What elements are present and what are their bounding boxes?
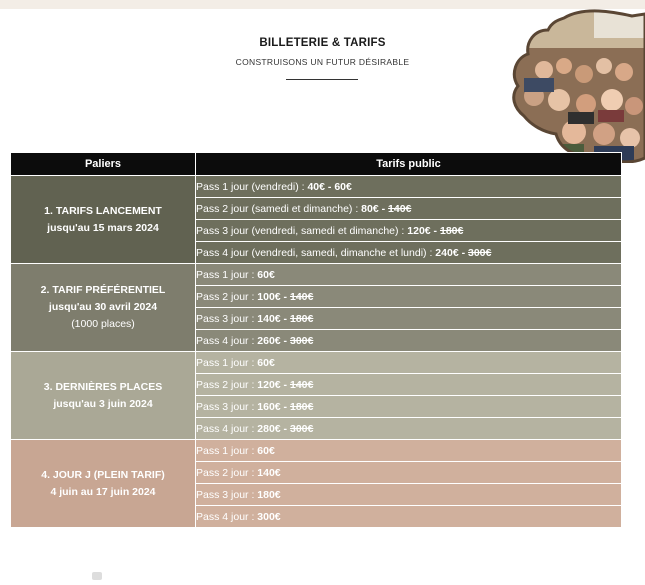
table-row (11, 440, 622, 462)
old-price: 140€ (289, 378, 314, 391)
footer-icon (92, 572, 102, 580)
tier-name: 3. DERNIÈRES PLACES (43, 380, 163, 393)
pass-price-cell (196, 220, 622, 242)
pass-label: Pass 1 jour : (196, 444, 258, 457)
tier-dates: jusqu'au 30 avril 2024 (48, 301, 158, 313)
pass-price: 60€ (257, 268, 275, 281)
pass-price: 160€ (257, 400, 281, 413)
festival-crowd-photo (504, 8, 645, 163)
pass-price-cell (196, 242, 622, 264)
price-separator: - (325, 180, 335, 193)
table-row (11, 176, 622, 198)
pass-label: Pass 3 jour (vendredi, samedi et dimanche) : (196, 224, 408, 237)
table-header-row (11, 153, 622, 176)
old-price: 140€ (289, 290, 314, 303)
old-price: 60€ (334, 180, 352, 193)
table-row (11, 264, 622, 286)
pass-price: 100€ (257, 290, 281, 303)
pass-price: 240€ (435, 246, 459, 259)
table-row (11, 352, 622, 374)
price-separator: - (378, 202, 389, 215)
page-subtitle: CONSTRUISONS UN FUTUR DÉSIRABLE (235, 57, 410, 67)
pass-label: Pass 1 jour : (196, 356, 258, 369)
price-separator: - (280, 422, 290, 435)
pass-label: Pass 2 jour : (196, 290, 258, 303)
pass-price-cell (196, 462, 622, 484)
price-separator: - (280, 400, 290, 413)
tier-name: 4. JOUR J (PLEIN TARIF) (41, 468, 165, 481)
pass-price-cell (196, 286, 622, 308)
old-price: 300€ (468, 246, 492, 259)
price-separator: - (280, 312, 290, 325)
price-separator: - (458, 246, 468, 259)
pass-price-cell (196, 198, 622, 220)
tier-note: (1000 places) (71, 318, 135, 330)
pass-price: 60€ (257, 444, 275, 457)
pass-price-cell (196, 506, 622, 528)
column-header-prices: Tarifs public (196, 153, 622, 176)
tier-name: 1. TARIFS LANCEMENT (44, 204, 162, 217)
pass-price: 280€ (257, 422, 281, 435)
pass-price: 80€ (361, 202, 379, 215)
old-price: 140€ (388, 202, 412, 215)
price-separator: - (280, 378, 290, 391)
pass-price: 260€ (257, 334, 281, 347)
pass-price-cell (196, 374, 622, 396)
tier-cell (11, 440, 196, 528)
pass-price: 120€ (407, 224, 431, 237)
price-separator: - (280, 334, 290, 347)
pass-label: Pass 2 jour : (196, 378, 258, 391)
tier-name: 2. TARIF PRÉFÉRENTIEL (40, 284, 166, 296)
pass-price-cell (196, 440, 622, 462)
price-separator: - (430, 224, 440, 237)
pass-price: 60€ (257, 356, 275, 369)
pass-price-cell (196, 352, 622, 374)
pass-price: 180€ (257, 488, 281, 501)
pass-price: 120€ (257, 378, 281, 391)
pass-price: 300€ (257, 510, 281, 523)
tier-cell (11, 176, 196, 264)
pass-label: Pass 4 jour : (196, 422, 258, 435)
old-price: 300€ (289, 422, 314, 435)
pass-price-cell (196, 308, 622, 330)
pass-label: Pass 2 jour (samedi et dimanche) : (196, 202, 362, 215)
tier-cell (11, 352, 196, 440)
pass-price-cell (196, 330, 622, 352)
tier-group-2 (11, 264, 622, 352)
title-divider (286, 79, 358, 80)
pass-price-cell (196, 176, 622, 198)
pass-price-cell (196, 418, 622, 440)
tier-cell (11, 264, 196, 352)
pricing-table (10, 152, 622, 528)
price-separator: - (280, 290, 290, 303)
pass-label: Pass 1 jour (vendredi) : (196, 180, 308, 193)
tier-dates: jusqu'au 3 juin 2024 (53, 397, 153, 410)
pass-label: Pass 4 jour (vendredi, samedi, dimanche et lundi) : (196, 246, 436, 259)
pass-label: Pass 3 jour : (196, 400, 258, 413)
pass-price: 140€ (257, 466, 281, 479)
tier-group-4 (11, 440, 622, 528)
old-price: 180€ (439, 224, 464, 237)
pass-label: Pass 3 jour : (196, 488, 258, 501)
tier-dates: jusqu'au 15 mars 2024 (47, 221, 159, 234)
pass-label: Pass 4 jour : (196, 510, 258, 523)
old-price: 180€ (289, 400, 314, 413)
tier-group-1 (11, 176, 622, 264)
tier-group-3 (11, 352, 622, 440)
pass-label: Pass 1 jour : (196, 268, 258, 281)
pass-price: 40€ (307, 180, 325, 193)
pass-label: Pass 2 jour : (196, 466, 258, 479)
pass-price-cell (196, 264, 622, 286)
pass-price: 140€ (257, 312, 281, 325)
old-price: 300€ (289, 334, 314, 347)
page-title: BILLETERIE & TARIFS (259, 37, 386, 49)
pass-label: Pass 3 jour : (196, 312, 258, 325)
tier-dates: 4 juin au 17 juin 2024 (50, 485, 156, 498)
column-header-tiers: Paliers (11, 153, 196, 176)
pass-label: Pass 4 jour : (196, 334, 258, 347)
old-price: 180€ (289, 312, 314, 325)
pass-price-cell (196, 396, 622, 418)
pass-price-cell (196, 484, 622, 506)
